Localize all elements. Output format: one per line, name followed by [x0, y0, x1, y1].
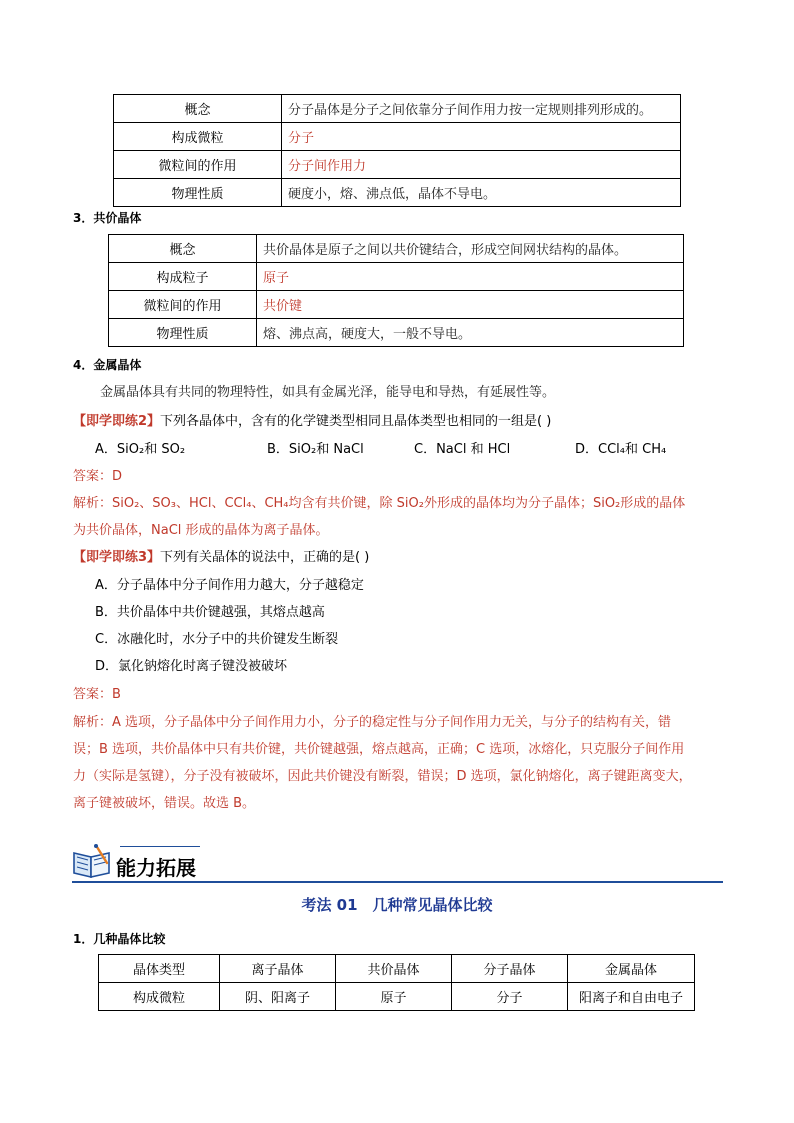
table-cell-value: 原子	[257, 263, 684, 291]
method-title: 考法 01 几种常见晶体比较	[301, 896, 493, 914]
table-cell-label: 概念	[109, 235, 257, 263]
practice3-analysis-4: 离子键被破坏，错误。故选 B。	[73, 796, 256, 811]
practice3-option-c: C．冰融化时，水分子中的共价键发生断裂	[95, 632, 339, 647]
table-header: 晶体类型	[99, 955, 220, 983]
table-cell: 原子	[336, 983, 452, 1011]
practice2-analysis-2: 为共价晶体，NaCl 形成的晶体为离子晶体。	[73, 523, 329, 538]
option-c: C．NaCl 和 HCl	[414, 442, 511, 457]
crystal-compare-table	[98, 954, 695, 1011]
table-cell-value: 硬度小，熔、沸点低，晶体不导电。	[282, 179, 681, 207]
table-cell-value: 分子	[282, 123, 681, 151]
option-d: D．CCl₄和 CH₄	[575, 442, 667, 457]
covalent-crystal-table	[108, 234, 684, 347]
table-cell: 构成微粒	[99, 983, 220, 1011]
table-cell-value: 共价键	[257, 291, 684, 319]
table-cell: 阳离子和自由电子	[568, 983, 695, 1011]
practice2-question-line	[73, 410, 551, 429]
table-row	[109, 235, 684, 263]
table-row	[114, 95, 681, 123]
practice3-question: 下列有关晶体的说法中，正确的是( )	[160, 550, 370, 565]
table-cell-label: 概念	[114, 95, 282, 123]
compare-heading: 1．几种晶体比较	[73, 932, 166, 946]
table-cell-value: 熔、沸点高，硬度大，一般不导电。	[257, 319, 684, 347]
table-cell-label: 微粒间的作用	[109, 291, 257, 319]
practice2-question: 下列各晶体中，含有的化学键类型相同且晶体类型也相同的一组是( )	[160, 414, 552, 429]
option-a: A．SiO₂和 SO₂	[95, 442, 186, 457]
table-cell-value: 分子间作用力	[282, 151, 681, 179]
banner-top-line	[120, 846, 200, 847]
table-row	[99, 983, 695, 1011]
molecular-crystal-table	[113, 94, 681, 207]
table-header: 金属晶体	[568, 955, 695, 983]
practice3-question-line	[73, 546, 369, 565]
option-b: B．SiO₂和 NaCl	[267, 442, 364, 457]
book-icon	[71, 843, 113, 881]
table-row	[114, 151, 681, 179]
practice3-analysis-3: 力（实际是氢键），分子没有被破坏，因此共价键没有断裂，错误；D 选项，氯化钠熔化，离子键距离变大，	[73, 769, 692, 784]
table-row	[109, 319, 684, 347]
table-header: 分子晶体	[452, 955, 568, 983]
table-cell-label: 微粒间的作用	[114, 151, 282, 179]
practice3-option-a: A．分子晶体中分子间作用力越大，分子越稳定	[95, 578, 364, 593]
table-header-row	[99, 955, 695, 983]
table-cell: 阴、阳离子	[220, 983, 336, 1011]
table-header: 离子晶体	[220, 955, 336, 983]
metal-heading: 4．金属晶体	[73, 358, 142, 372]
table-cell-label: 构成微粒	[114, 123, 282, 151]
practice3-analysis-1: 解析：A 选项，分子晶体中分子间作用力小，分子的稳定性与分子间作用力无关，与分子的结构有关，错	[73, 715, 672, 730]
section-banner-title: 能力拓展	[116, 856, 196, 880]
table-row	[114, 179, 681, 207]
practice2-tag: 【即学即练2】	[73, 414, 161, 429]
practice3-answer: 答案：B	[73, 687, 121, 702]
table-header: 共价晶体	[336, 955, 452, 983]
practice3-tag: 【即学即练3】	[73, 550, 161, 565]
practice3-option-d: D．氯化钠熔化时离子键没被破坏	[95, 659, 288, 674]
practice2-answer: 答案：D	[73, 469, 123, 484]
practice3-analysis-2: 误；B 选项，共价晶体中只有共价键，共价键越强，熔点越高，正确；C 选项，冰熔化，只克服分子间作用	[73, 742, 685, 757]
practice3-option-b: B．共价晶体中共价键越强，其熔点越高	[95, 605, 325, 620]
metal-text: 金属晶体具有共同的物理特性，如具有金属光泽，能导电和导热，有延展性等。	[100, 385, 556, 400]
banner-divider	[72, 881, 723, 883]
table-cell-label: 物理性质	[109, 319, 257, 347]
table-row	[109, 263, 684, 291]
table-cell-label: 物理性质	[114, 179, 282, 207]
covalent-heading: 3．共价晶体	[73, 211, 142, 225]
table-cell-label: 构成粒子	[109, 263, 257, 291]
table-row	[114, 123, 681, 151]
table-cell-value: 分子晶体是分子之间依靠分子间作用力按一定规则排列形成的。	[282, 95, 681, 123]
table-cell: 分子	[452, 983, 568, 1011]
table-cell-value: 共价晶体是原子之间以共价键结合，形成空间网状结构的晶体。	[257, 235, 684, 263]
table-row	[109, 291, 684, 319]
practice2-analysis-1: 解析：SiO₂、SO₃、HCl、CCl₄、CH₄均含有共价键，除 SiO₂外形成的晶体均为分子晶体；SiO₂形成的晶体	[73, 496, 686, 511]
